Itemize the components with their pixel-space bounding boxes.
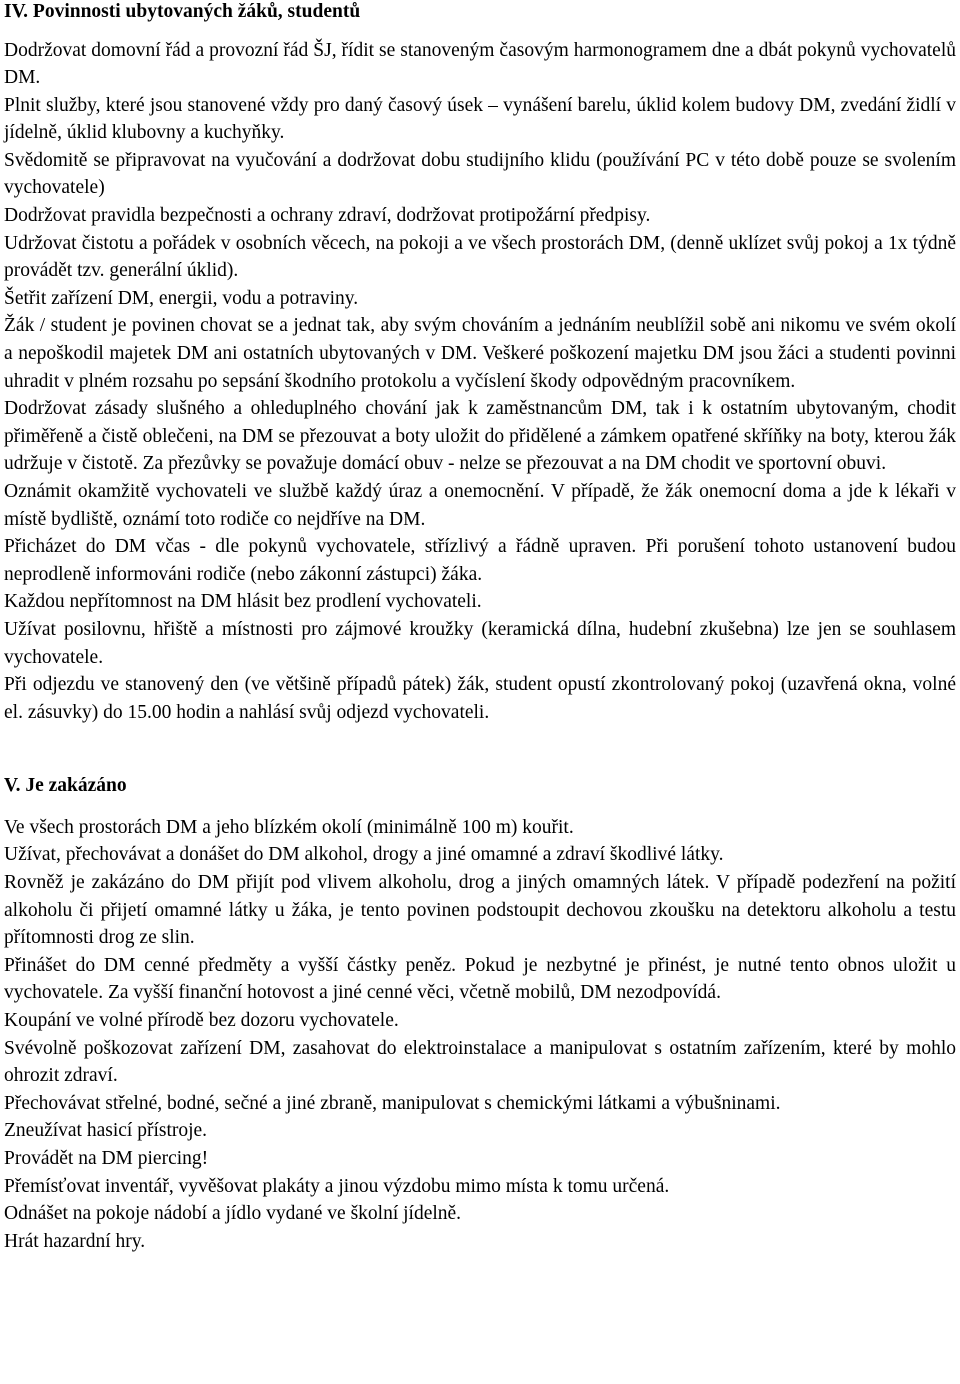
paragraph: Při odjezdu ve stanovený den (ve většině případů pátek) žák, student opustí zkontrolovaný pokoj (uzavřená okna, volné el. zásuvky) do 15.00 hodin a nahlásí svůj odjezd vychovateli. bbox=[4, 674, 956, 723]
paragraph: Dodržovat domovní řád a provozní řád ŠJ, řídit se stanoveným časovým harmonogramem dne a dbát pokynů vychovatelů DM. bbox=[4, 39, 956, 89]
paragraph: Dodržovat zásady slušného a ohleduplného chování jak k zaměstnancům DM, tak i k ostatním ubytovaným, chodit přiměřeně a čistě oblečeni, na DM se přezouvat a boty uložit do přidělené a zámkem opatřené skříňky na boty, kterou žák udržuje v čistotě. Za přezůvky se považuje domácí obuv - nelze se přezouvat a na DM chodit ve sportovní obuvi. bbox=[4, 398, 956, 475]
paragraph: Provádět na DM piercing! bbox=[4, 1147, 209, 1169]
obligations-list bbox=[4, 37, 956, 727]
paragraph: Hrát hazardní hry. bbox=[4, 1230, 146, 1252]
paragraph: Dodržovat pravidla bezpečnosti a ochrany zdraví, dodržovat protipožární předpisy. bbox=[4, 205, 651, 227]
paragraph: Udržovat čistotu a pořádek v osobních věcech, na pokoji a ve všech prostorách DM, (denně uklízet svůj pokoj a 1x týdně provádět tzv. generální úklid). bbox=[4, 232, 956, 282]
paragraph: Rovněž je zakázáno do DM přijít pod vlivem alkoholu, drog a jiných omamných látek. V případě podezření na požití alkoholu či přijetí omamné látky u žáka, je tento povinen podstoupit dechovou zkoušku na detektoru alkoholu a testu přítomnosti drog ze slin. bbox=[4, 872, 956, 949]
paragraph: Přinášet do DM cenné předměty a vyšší částky peněz. Pokud je nezbytné je přinést, je nutné tento obnos uložit u vychovatele. Za vyšší finanční hotovost a jiné cenné věci, včetně mobilů, DM nezodpovídá. bbox=[4, 954, 956, 1004]
paragraph: Ve všech prostorách DM a jeho blízkém okolí (minimálně 100 m) kouřit. bbox=[4, 816, 574, 838]
paragraph: Šetřit zařízení DM, energii, vodu a potraviny. bbox=[4, 287, 359, 309]
paragraph: Plnit služby, které jsou stanovené vždy pro daný časový úsek – vynášení barelu, úklid kolem budovy DM, zvedání židlí v jídelně, úklid klubovny a kuchyňky. bbox=[4, 94, 956, 144]
section-heading-prohibited: V. Je zakázáno bbox=[4, 775, 127, 797]
paragraph: Svévolně poškozovat zařízení DM, zasahovat do elektroinstalace a manipulovat s ostatním zařízením, které by mohlo ohrozit zdraví. bbox=[4, 1037, 956, 1087]
paragraph: Oznámit okamžitě vychovateli ve službě každý úraz a onemocnění. V případě, že žák onemocní doma a jde k lékaři v místě bydliště, oznámí toto rodiče co nejdříve na DM. bbox=[4, 481, 956, 530]
paragraph: Zneužívat hasicí přístroje. bbox=[4, 1120, 208, 1142]
prohibited-list bbox=[4, 814, 956, 1256]
section-heading-obligations: IV. Povinnosti ubytovaných žáků, studentů bbox=[4, 1, 361, 22]
paragraph: Žák / student je povinen chovat se a jednat tak, aby svým chováním a jednáním neublížil sobě ani nikomu ve svém okolí a nepoškodil majetek DM ani ostatních ubytovaných v DM. Veškeré poškození majetku DM jsou žáci a studenti povinni uhradit v plném rozsahu po sepsání škodního protokolu a vyčíslení škody odpovědným pracovníkem. bbox=[4, 315, 956, 392]
paragraph: Přechovávat střelné, bodné, sečné a jiné zbraně, manipulovat s chemickými látkami a výbušninami. bbox=[4, 1092, 781, 1114]
paragraph: Užívat, přechovávat a donášet do DM alkohol, drogy a jiné omamné a zdraví škodlivé látky. bbox=[4, 844, 724, 866]
paragraph: Koupání ve volné přírodě bez dozoru vychovatele. bbox=[4, 1010, 399, 1031]
paragraph: Přemísťovat inventář, vyvěšovat plakáty a jinou výzdobu mimo místa k tomu určená. bbox=[4, 1175, 670, 1197]
paragraph: Užívat posilovnu, hřiště a místnosti pro zájmové kroužky (keramická dílna, hudební zkušebna) lze jen se souhlasem vychovatele. bbox=[4, 618, 956, 668]
paragraph: Odnášet na pokoje nádobí a jídlo vydané ve školní jídelně. bbox=[4, 1203, 462, 1225]
paragraph: Svědomitě se připravovat na vyučování a dodržovat dobu studijního klidu (používání PC v této době pouze se svolením vychovatele) bbox=[4, 149, 956, 199]
paragraph: Přicházet do DM včas - dle pokynů vychovatele, střízlivý a řádně upraven. Při porušení tohoto ustanovení budou neprodleně informováni rodiče (nebo zákonní zástupci) žáka. bbox=[4, 536, 956, 585]
paragraph: Každou nepřítomnost na DM hlásit bez prodlení vychovateli. bbox=[4, 591, 482, 613]
